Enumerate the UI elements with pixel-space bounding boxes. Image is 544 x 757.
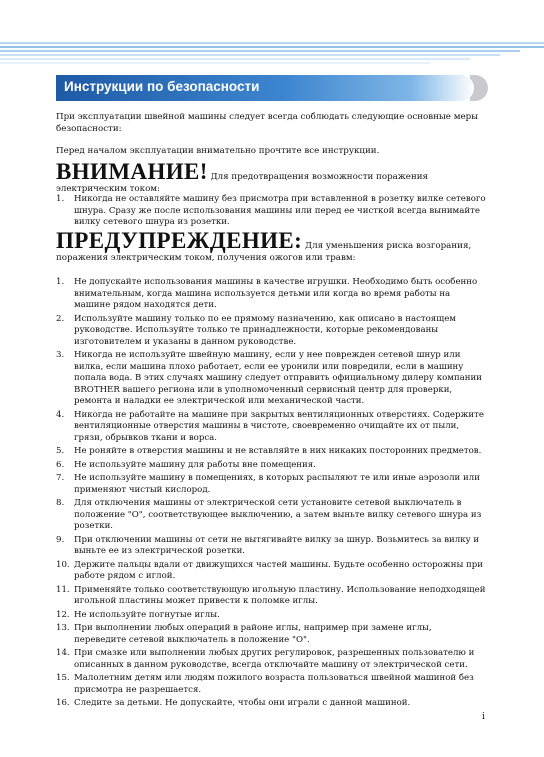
warning-paragraph [56,161,486,195]
list-item: 4. Никогда не работайте на машине при закрытых вентиляционных отверстиях. Содержите вентиляционные отверстия машины в чистоте, своевременно очищайте их от пыли, грязи, обрывков ткани и ворса. [56,409,484,443]
list-item-text: Держите пальцы вдали от движущихся частей машины. Будьте особенно осторожны при работе рядом с иглой. [74,559,483,581]
list-item-text: Не допускайте использования машины в качестве игрушки. Необходимо быть особенно внимательным, когда машина используется детьми или когда во время работы на машине рядом находятся дети. [74,277,478,310]
list-item: 10. Держите пальцы вдали от движущихся частей машины. Будьте особенно осторожны при работе рядом с иглой. [56,559,483,581]
before-use-text: Перед началом эксплуатации внимательно прочтите все инструкции. [56,146,380,156]
warning-text: Для предотвращения возможности поражения электрическим током: [56,172,429,194]
list-item: 2. Используйте машину только по ее прямому назначению, как описано в настоящем руководстве. Используйте только те принадлежности, которые рекомендованы изготовителем и указаны в данном руководстве. [56,313,456,347]
list-item: 13. При выполнении любых операций в районе иглы, например при замене иглы, переведите сетевой выключатель в положение "O". [56,623,432,645]
list-item-text: Не используйте машину для работы вне помещения. [74,459,316,470]
list-item-text: Не используйте машину в помещениях, в которых распыляют те или иные аэрозоли или применяют чистый кислород. [74,473,480,495]
list-item-text: При смазке или выполнении любых других регулировок, разрешенных пользователю и описанных в данном руководстве, всегда отключайте машину от электрической сети. [74,648,475,670]
list-item-text: Не роняйте в отверстия машины и не вставляйте в них никаких посторонних предметов. [74,446,482,456]
warning-heading: ВНИМАНИЕ! [56,159,208,184]
list-item: 11. Применяйте только соответствующую игольную пластину. Использование неподходящей игольной пластины может привести к поломке иглы. [56,584,486,606]
section-title-bar [56,75,474,101]
intro-text: При эксплуатации швейной машины следует всегда соблюдать следующие основные меры безопасности: [56,112,479,134]
list-item: 7. Не используйте машину в помещениях, в которых распыляют те или иные аэрозоли или применяют чистый кислород. [56,473,480,495]
list-item-text: Используйте машину только по ее прямому назначению, как описано в настоящем руководстве. Используйте только те принадлежности, которые рекомендованы изготовителем и указаны в данном руководстве. [74,313,456,347]
list-item-text: Следите за детьми. Не допускайте, чтобы они играли с данной машиной. [74,698,411,708]
list-item: 14. При смазке или выполнении любых других регулировок, разрешенных пользователю и описанных в данном руководстве, всегда отключайте машину от электрической сети. [56,648,475,670]
list-item: 8. Для отключения машины от электрической сети установите сетевой выключатель в положение "O", соответствующее выключению, а затем выньте вилку сетевого шнура из розетки. [56,498,482,531]
list-item-text: Никогда не работайте на машине при закрытых вентиляционных отверстиях. Содержите вентиляционные отверстия машины в чистоте, своевременно очищайте их от пыли, грязи, обрывков ткани и ворса. [74,409,484,443]
list-item-text: Никогда не используйте швейную машину, если у нее поврежден сетевой шнур или вилка, если машина плохо работает, если ее уронили или повредили, если в машину попала вода. В этих случаях машину следует отправить официальному дилеру компании BROTHER вашего региона или в уполномоченный сервисный центр для проверки, ремонта и наладки ее электрической или механической части. [74,350,482,406]
list-item: 1. Не допускайте использования машины в качестве игрушки. Необходимо быть особенно внимательным, когда машина используется детьми или когда во время работы на машине рядом находятся дети. [56,277,478,310]
list-item: 6. Не используйте машину для работы вне помещения. [56,459,316,470]
list-item: 9. При отключении машины от сети не вытягивайте вилку за шнур. Возьмитесь за вилку и выньте ее из электрической розетки. [56,534,480,556]
decorative-header-stripes [0,40,544,70]
list-item: 5. Не роняйте в отверстия машины и не вставляйте в них никаких посторонних предметов. [56,446,482,456]
list-item-text: Не используйте погнутые иглы. [74,609,220,620]
caution-heading: ПРЕДУПРЕЖДЕНИЕ: [56,228,303,253]
list-item: 1. Никогда не оставляйте машину без присмотра при вставленной в розетку вилке сетевого шнура. Сразу же после использования машины или перед ее чисткой всегда вынимайте вилку сетевого шнура из розетки. [56,194,486,227]
list-item-text: Применяйте только соответствующую игольную пластину. Использование неподходящей игольной пластины может привести к поломке иглы. [74,584,486,606]
list-item: 16. Следите за детьми. Не допускайте, чтобы они играли с данной машиной. [56,698,411,708]
list-item-text: Никогда не оставляйте машину без присмотра при вставленной в розетку вилке сетевого шнура. Сразу же после использования машины или перед ее чисткой всегда вынимайте вилку сетевого шнура из розетки. [74,194,486,227]
caution-paragraph [56,230,486,264]
list-item: 12. Не используйте погнутые иглы. [56,609,220,620]
section-title: Инструкции по безопасности [64,79,260,94]
list-item: 15. Малолетним детям или людям пожилого возраста пользоваться швейной машиной без присмотра не разрешается. [56,673,474,695]
list-item-text: Малолетним детям или людям пожилого возраста пользоваться швейной машиной без присмотра не разрешается. [74,673,474,695]
list-item-text: Для отключения машины от электрической сети установите сетевой выключатель в положение "O", соответствующее выключению, а затем выньте вилку сетевого шнура из розетки. [74,498,482,531]
list-item-text: При выполнении любых операций в районе иглы, например при замене иглы, переведите сетевой выключатель в положение "O". [74,623,432,645]
list-item: 3. Никогда не используйте швейную машину, если у нее поврежден сетевой шнур или вилка, если машина плохо работает, если ее уронили или повредили, если в машину попала вода. В этих случаях машину следует отправить официальному дилеру компании BROTHER вашего региона или в уполномоченный сервисный центр для проверки, ремонта и наладки ее электрической или механической части. [56,350,482,406]
page-number: i [482,712,485,722]
caution-list [56,277,486,712]
caution-text: Для уменьшения риска возгорания, поражения электрическим током, получения ожогов или травм: [56,241,472,263]
list-item-text: При отключении машины от сети не вытягивайте вилку за шнур. Возьмитесь за вилку и выньте ее из электрической розетки. [74,534,480,556]
warning-list [56,194,486,231]
